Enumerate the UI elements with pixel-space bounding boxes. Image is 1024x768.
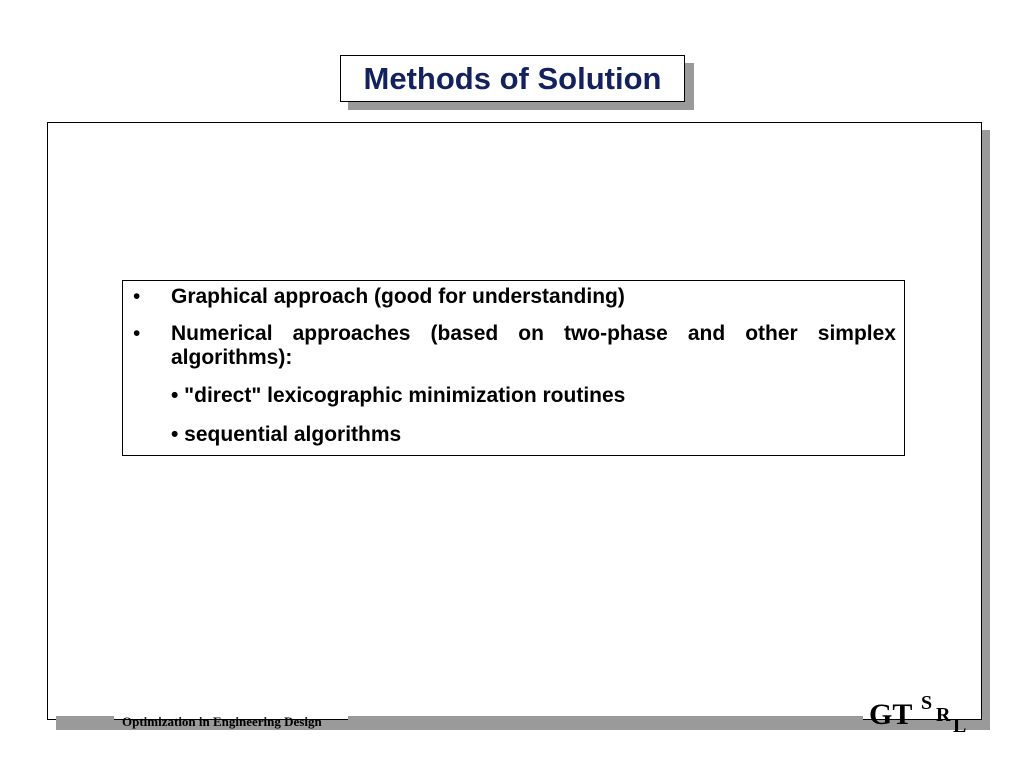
- gtsrl-logo: [867, 688, 977, 738]
- logo-s: S: [921, 692, 933, 714]
- logo-gt: GT: [869, 698, 913, 731]
- logo-r: R: [936, 704, 951, 726]
- list-item: [131, 322, 896, 370]
- bullet-text: Graphical approach (good for understanding): [171, 285, 625, 308]
- content-box: [122, 280, 905, 456]
- logo-l: L: [953, 715, 967, 737]
- list-item: [131, 285, 896, 309]
- bullet-text: Numerical approaches (based on two-phase and other simplex algorithms):: [171, 322, 896, 369]
- footer-bar-left: [56, 716, 114, 726]
- footer-bar-right: [348, 716, 863, 726]
- bullet-icon: •: [133, 285, 141, 308]
- sub-list-item: • sequential algorithms: [171, 423, 402, 446]
- title-box: [340, 55, 685, 102]
- footer-course-title: Optimization in Engineering Design: [122, 714, 322, 729]
- sub-list-item: • "direct" lexicographic minimization routines: [171, 384, 626, 407]
- bullet-icon: •: [133, 322, 141, 345]
- page-title: Methods of Solution: [363, 60, 662, 96]
